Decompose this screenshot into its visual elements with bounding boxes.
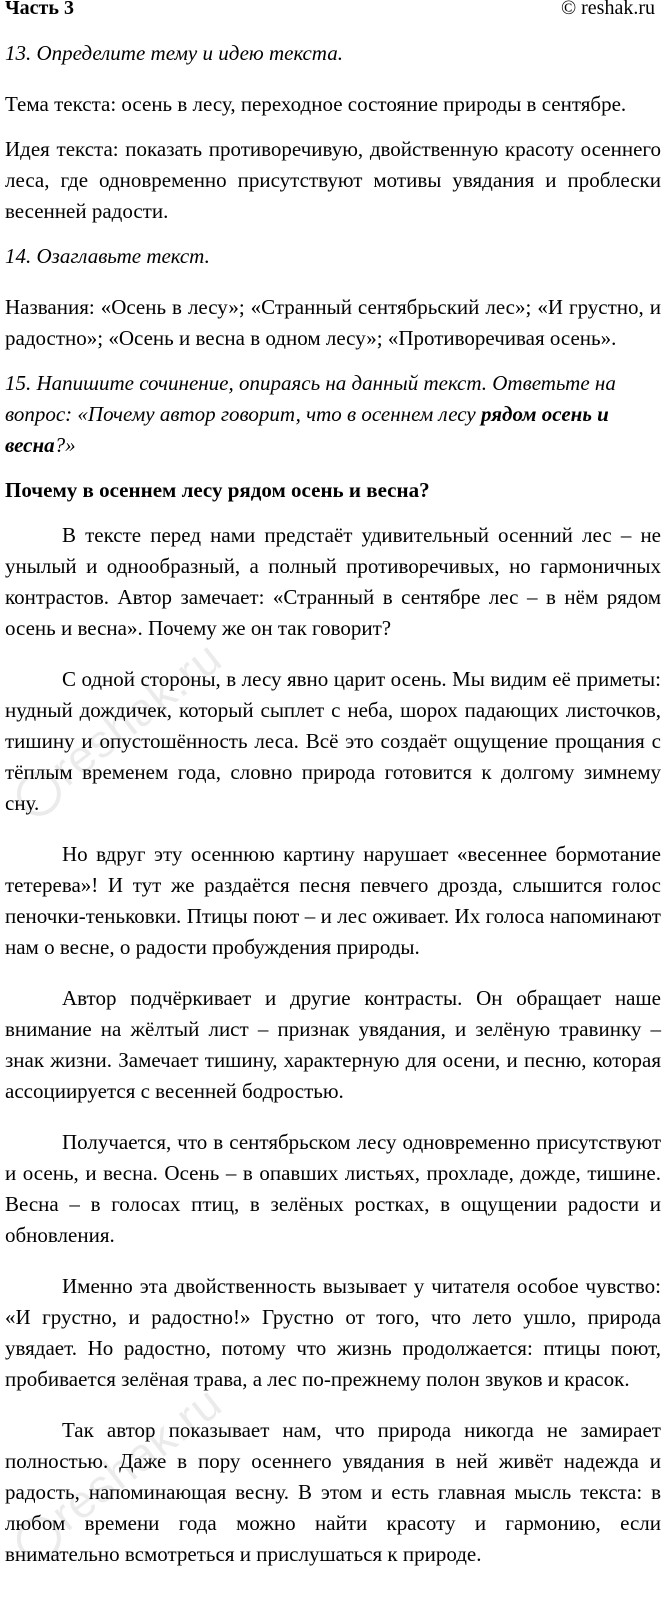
question-13: 13. Определите тему и идею текста. (5, 41, 343, 65)
question-15 (5, 368, 661, 461)
question-15-start: 15. Напишите сочинение, опираясь на данный текст. Ответьте на вопрос: «Почему автор говорит, что в осеннем лесу (5, 371, 616, 426)
answer-13-idea: Идея текста: показать противоречивую, двойственную красоту осеннего леса, где одновременно присутствуют мотивы увядания и проблески весенней радости. (5, 137, 661, 223)
essay-paragraph: Но вдруг эту осеннюю картину нарушает «весеннее бормотание тетерева»! И тут же раздаётся песня певчего дрозда, слышится голос пеночки-теньковки. Птицы поют – и лес оживает. Их голоса напоминают нам о весне, о радости пробуждения природы. (5, 842, 661, 959)
watermark: reshak.ru (8, 1382, 231, 1570)
essay-paragraph: Получается, что в сентябрьском лесу одновременно присутствуют и осень, и весна. Осень – в опавших листьях, прохладе, дожде, тишине. Весна – в голосах птиц, в зелёных ростках, в ощущении радости и обновления. (5, 1130, 661, 1247)
question-14: 14. Озаглавьте текст. (5, 244, 210, 268)
site-credit: © reshak.ru (560, 0, 655, 19)
answer-13-theme: Тема текста: осень в лесу, переходное состояние природы в сентябре. (5, 92, 627, 116)
watermark: reshak.ru (8, 637, 231, 825)
essay-title: Почему в осеннем лесу рядом осень и весна? (5, 478, 430, 502)
part-label: Часть 3 (5, 0, 74, 19)
answer-14-titles: Названия: «Осень в лесу»; «Странный сентябрьский лес»; «И грустно, и радостно»; «Осень и весна в одном лесу»; «Противоречивая осень». (5, 295, 661, 350)
essay-paragraph: С одной стороны, в лесу явно царит осень. Мы видим её приметы: нудный дождичек, который сыплет с неба, шорох падающих листочков, тишину и опустошённость леса. Всё это создаёт ощущение прощания с тёплым временем года, словно природа готовится к долгому зимнему сну. (5, 667, 661, 815)
question-15-bold: рядом осень и весна (5, 402, 609, 457)
essay-paragraph: Именно эта двойственность вызывает у читателя особое чувство: «И грустно, и радостно!» Грустно от того, что лето ушло, природа увядает. Но радостно, потому что жизнь продолжается: птицы поют, пробивается зелёная трава, а лес по-прежнему полон звуков и красок. (5, 1274, 661, 1391)
page-header (5, 0, 661, 30)
essay-paragraph: Автор подчёркивает и другие контрасты. Он обращает наше внимание на жёлтый лист – признак увядания, и зелёную травинку – знак жизни. Замечает тишину, характерную для осени, и песню, которая ассоциируется с весенней бодростью. (5, 986, 661, 1103)
essay-paragraph: Так автор показывает нам, что природа никогда не замирает полностью. Даже в пору осеннего увядания в ней живёт надежда и радость, напоминающая весну. В этом и есть главная мысль текста: в любом времени года можно найти красоту и гармонию, если внимательно всмотреться и прислушаться к природе. (5, 1418, 661, 1566)
essay-paragraph: В тексте перед нами предстаёт удивительный осенний лес – не унылый и однообразный, а полный противоречивых, но гармоничных контрастов. Автор замечает: «Странный в сентябре лес – в нём рядом осень и весна». Почему же он так говорит? (5, 523, 661, 640)
question-15-end: ?» (54, 433, 76, 457)
